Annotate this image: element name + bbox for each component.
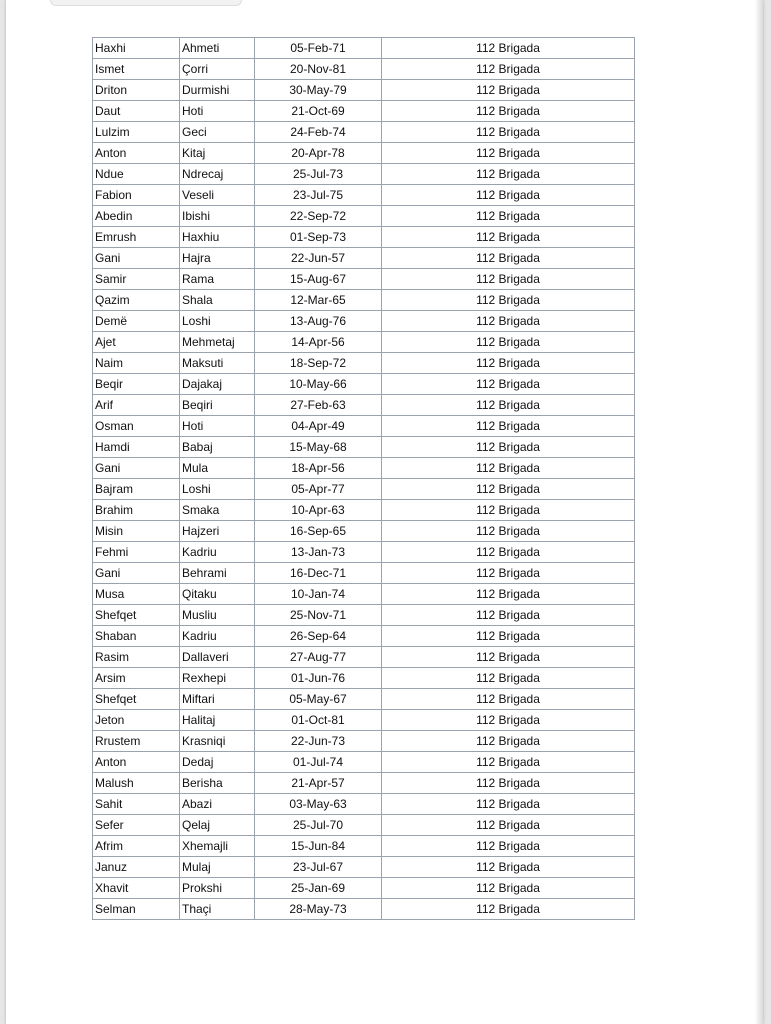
- first-name-cell: Fehmi: [93, 542, 180, 563]
- first-name-cell: Gani: [93, 563, 180, 584]
- birth-date-cell: 15-Jun-84: [255, 836, 382, 857]
- table-row: [93, 164, 635, 185]
- first-name-cell: Selman: [93, 899, 180, 920]
- unit-cell: 112 Brigada: [382, 521, 635, 542]
- first-name-cell: Sahit: [93, 794, 180, 815]
- birth-date-cell: 22-Jun-57: [255, 248, 382, 269]
- table-row: [93, 626, 635, 647]
- table-row: [93, 500, 635, 521]
- table-row: [93, 248, 635, 269]
- unit-cell: 112 Brigada: [382, 290, 635, 311]
- last-name-cell: Rama: [180, 269, 255, 290]
- table-row: [93, 80, 635, 101]
- unit-cell: 112 Brigada: [382, 143, 635, 164]
- unit-cell: 112 Brigada: [382, 227, 635, 248]
- birth-date-cell: 24-Feb-74: [255, 122, 382, 143]
- last-name-cell: Maksuti: [180, 353, 255, 374]
- unit-cell: 112 Brigada: [382, 248, 635, 269]
- birth-date-cell: 21-Oct-69: [255, 101, 382, 122]
- last-name-cell: Mula: [180, 458, 255, 479]
- birth-date-cell: 27-Feb-63: [255, 395, 382, 416]
- table-row: [93, 584, 635, 605]
- unit-cell: 112 Brigada: [382, 332, 635, 353]
- last-name-cell: Kadriu: [180, 542, 255, 563]
- unit-cell: 112 Brigada: [382, 857, 635, 878]
- table-row: [93, 689, 635, 710]
- unit-cell: 112 Brigada: [382, 668, 635, 689]
- birth-date-cell: 23-Jul-67: [255, 857, 382, 878]
- birth-date-cell: 01-Oct-81: [255, 710, 382, 731]
- last-name-cell: Krasniqi: [180, 731, 255, 752]
- table-row: [93, 563, 635, 584]
- last-name-cell: Thaçi: [180, 899, 255, 920]
- first-name-cell: Shaban: [93, 626, 180, 647]
- unit-cell: 112 Brigada: [382, 38, 635, 59]
- first-name-cell: Misin: [93, 521, 180, 542]
- first-name-cell: Arsim: [93, 668, 180, 689]
- last-name-cell: Veseli: [180, 185, 255, 206]
- table-row: [93, 794, 635, 815]
- unit-cell: 112 Brigada: [382, 164, 635, 185]
- last-name-cell: Prokshi: [180, 878, 255, 899]
- last-name-cell: Loshi: [180, 479, 255, 500]
- table-row: [93, 101, 635, 122]
- birth-date-cell: 12-Mar-65: [255, 290, 382, 311]
- first-name-cell: Lulzim: [93, 122, 180, 143]
- table-row: [93, 731, 635, 752]
- last-name-cell: Dallaveri: [180, 647, 255, 668]
- table-row: [93, 647, 635, 668]
- unit-cell: 112 Brigada: [382, 416, 635, 437]
- first-name-cell: Ismet: [93, 59, 180, 80]
- unit-cell: 112 Brigada: [382, 710, 635, 731]
- unit-cell: 112 Brigada: [382, 626, 635, 647]
- page-edge-shadow: [755, 0, 763, 1024]
- birth-date-cell: 13-Aug-76: [255, 311, 382, 332]
- birth-date-cell: 21-Apr-57: [255, 773, 382, 794]
- birth-date-cell: 05-Feb-71: [255, 38, 382, 59]
- last-name-cell: Mulaj: [180, 857, 255, 878]
- table-row: [93, 374, 635, 395]
- unit-cell: 112 Brigada: [382, 752, 635, 773]
- first-name-cell: Anton: [93, 752, 180, 773]
- birth-date-cell: 30-May-79: [255, 80, 382, 101]
- first-name-cell: Afrim: [93, 836, 180, 857]
- last-name-cell: Dedaj: [180, 752, 255, 773]
- first-name-cell: Bajram: [93, 479, 180, 500]
- unit-cell: 112 Brigada: [382, 773, 635, 794]
- unit-cell: 112 Brigada: [382, 605, 635, 626]
- unit-cell: 112 Brigada: [382, 80, 635, 101]
- last-name-cell: Ibishi: [180, 206, 255, 227]
- table-row: [93, 332, 635, 353]
- first-name-cell: Abedin: [93, 206, 180, 227]
- unit-cell: 112 Brigada: [382, 101, 635, 122]
- first-name-cell: Anton: [93, 143, 180, 164]
- birth-date-cell: 10-Jan-74: [255, 584, 382, 605]
- table-row: [93, 710, 635, 731]
- first-name-cell: Gani: [93, 458, 180, 479]
- first-name-cell: Arif: [93, 395, 180, 416]
- unit-cell: 112 Brigada: [382, 185, 635, 206]
- first-name-cell: Januz: [93, 857, 180, 878]
- last-name-cell: Hoti: [180, 101, 255, 122]
- first-name-cell: Samir: [93, 269, 180, 290]
- last-name-cell: Shala: [180, 290, 255, 311]
- last-name-cell: Hajzeri: [180, 521, 255, 542]
- last-name-cell: Hajra: [180, 248, 255, 269]
- first-name-cell: Ndue: [93, 164, 180, 185]
- last-name-cell: Beqiri: [180, 395, 255, 416]
- birth-date-cell: 16-Dec-71: [255, 563, 382, 584]
- unit-cell: 112 Brigada: [382, 689, 635, 710]
- birth-date-cell: 18-Apr-56: [255, 458, 382, 479]
- birth-date-cell: 25-Nov-71: [255, 605, 382, 626]
- table-row: [93, 857, 635, 878]
- table-row: [93, 59, 635, 80]
- table-row: [93, 395, 635, 416]
- birth-date-cell: 15-Aug-67: [255, 269, 382, 290]
- birth-date-cell: 05-Apr-77: [255, 479, 382, 500]
- first-name-cell: Ajet: [93, 332, 180, 353]
- birth-date-cell: 13-Jan-73: [255, 542, 382, 563]
- birth-date-cell: 25-Jan-69: [255, 878, 382, 899]
- last-name-cell: Loshi: [180, 311, 255, 332]
- first-name-cell: Beqir: [93, 374, 180, 395]
- first-name-cell: Osman: [93, 416, 180, 437]
- birth-date-cell: 23-Jul-75: [255, 185, 382, 206]
- table-row: [93, 878, 635, 899]
- birth-date-cell: 16-Sep-65: [255, 521, 382, 542]
- birth-date-cell: 10-Apr-63: [255, 500, 382, 521]
- unit-cell: 112 Brigada: [382, 542, 635, 563]
- last-name-cell: Behrami: [180, 563, 255, 584]
- last-name-cell: Musliu: [180, 605, 255, 626]
- birth-date-cell: 25-Jul-70: [255, 815, 382, 836]
- last-name-cell: Babaj: [180, 437, 255, 458]
- unit-cell: 112 Brigada: [382, 395, 635, 416]
- table-row: [93, 227, 635, 248]
- birth-date-cell: 26-Sep-64: [255, 626, 382, 647]
- last-name-cell: Hoti: [180, 416, 255, 437]
- first-name-cell: Xhavit: [93, 878, 180, 899]
- unit-cell: 112 Brigada: [382, 794, 635, 815]
- table-row: [93, 605, 635, 626]
- first-name-cell: Qazim: [93, 290, 180, 311]
- unit-cell: 112 Brigada: [382, 269, 635, 290]
- first-name-cell: Musa: [93, 584, 180, 605]
- first-name-cell: Brahim: [93, 500, 180, 521]
- unit-cell: 112 Brigada: [382, 836, 635, 857]
- table-row: [93, 185, 635, 206]
- birth-date-cell: 01-Jun-76: [255, 668, 382, 689]
- table-row: [93, 311, 635, 332]
- birth-date-cell: 01-Sep-73: [255, 227, 382, 248]
- birth-date-cell: 25-Jul-73: [255, 164, 382, 185]
- unit-cell: 112 Brigada: [382, 458, 635, 479]
- table-row: [93, 899, 635, 920]
- first-name-cell: Demë: [93, 311, 180, 332]
- birth-date-cell: 28-May-73: [255, 899, 382, 920]
- last-name-cell: Kadriu: [180, 626, 255, 647]
- unit-cell: 112 Brigada: [382, 584, 635, 605]
- unit-cell: 112 Brigada: [382, 122, 635, 143]
- table-row: [93, 38, 635, 59]
- last-name-cell: Berisha: [180, 773, 255, 794]
- table-row: [93, 143, 635, 164]
- birth-date-cell: 22-Sep-72: [255, 206, 382, 227]
- first-name-cell: Haxhi: [93, 38, 180, 59]
- last-name-cell: Abazi: [180, 794, 255, 815]
- last-name-cell: Qitaku: [180, 584, 255, 605]
- first-name-cell: Sefer: [93, 815, 180, 836]
- table-row: [93, 479, 635, 500]
- birth-date-cell: 20-Apr-78: [255, 143, 382, 164]
- last-name-cell: Rexhepi: [180, 668, 255, 689]
- unit-cell: 112 Brigada: [382, 59, 635, 80]
- unit-cell: 112 Brigada: [382, 731, 635, 752]
- birth-date-cell: 18-Sep-72: [255, 353, 382, 374]
- table-row: [93, 353, 635, 374]
- first-name-cell: Rrustem: [93, 731, 180, 752]
- last-name-cell: Smaka: [180, 500, 255, 521]
- last-name-cell: Mehmetaj: [180, 332, 255, 353]
- birth-date-cell: 14-Apr-56: [255, 332, 382, 353]
- unit-cell: 112 Brigada: [382, 500, 635, 521]
- last-name-cell: Geci: [180, 122, 255, 143]
- unit-cell: 112 Brigada: [382, 311, 635, 332]
- unit-cell: 112 Brigada: [382, 479, 635, 500]
- unit-cell: 112 Brigada: [382, 815, 635, 836]
- table-row: [93, 269, 635, 290]
- unit-cell: 112 Brigada: [382, 206, 635, 227]
- unit-cell: 112 Brigada: [382, 563, 635, 584]
- first-name-cell: Jeton: [93, 710, 180, 731]
- unit-cell: 112 Brigada: [382, 899, 635, 920]
- last-name-cell: Durmishi: [180, 80, 255, 101]
- birth-date-cell: 22-Jun-73: [255, 731, 382, 752]
- table-row: [93, 836, 635, 857]
- birth-date-cell: 10-May-66: [255, 374, 382, 395]
- last-name-cell: Kitaj: [180, 143, 255, 164]
- table-row: [93, 752, 635, 773]
- last-name-cell: Ahmeti: [180, 38, 255, 59]
- unit-cell: 112 Brigada: [382, 374, 635, 395]
- birth-date-cell: 15-May-68: [255, 437, 382, 458]
- last-name-cell: Dajakaj: [180, 374, 255, 395]
- first-name-cell: Shefqet: [93, 689, 180, 710]
- table-row: [93, 815, 635, 836]
- first-name-cell: Fabion: [93, 185, 180, 206]
- first-name-cell: Daut: [93, 101, 180, 122]
- birth-date-cell: 27-Aug-77: [255, 647, 382, 668]
- roster-table: [92, 37, 635, 920]
- document-page: [6, 0, 763, 1024]
- first-name-cell: Rasim: [93, 647, 180, 668]
- first-name-cell: Emrush: [93, 227, 180, 248]
- birth-date-cell: 01-Jul-74: [255, 752, 382, 773]
- table-row: [93, 458, 635, 479]
- last-name-cell: Haxhiu: [180, 227, 255, 248]
- table-row: [93, 206, 635, 227]
- unit-cell: 112 Brigada: [382, 353, 635, 374]
- first-name-cell: Naim: [93, 353, 180, 374]
- unit-cell: 112 Brigada: [382, 647, 635, 668]
- first-name-cell: Shefqet: [93, 605, 180, 626]
- table-row: [93, 542, 635, 563]
- table-row: [93, 773, 635, 794]
- unit-cell: 112 Brigada: [382, 437, 635, 458]
- table-row: [93, 122, 635, 143]
- birth-date-cell: 20-Nov-81: [255, 59, 382, 80]
- last-name-cell: Halitaj: [180, 710, 255, 731]
- first-name-cell: Driton: [93, 80, 180, 101]
- roster-table-body: [93, 38, 635, 920]
- birth-date-cell: 05-May-67: [255, 689, 382, 710]
- first-name-cell: Gani: [93, 248, 180, 269]
- table-row: [93, 290, 635, 311]
- first-name-cell: Hamdi: [93, 437, 180, 458]
- first-name-cell: Malush: [93, 773, 180, 794]
- table-row: [93, 437, 635, 458]
- last-name-cell: Miftari: [180, 689, 255, 710]
- unit-cell: 112 Brigada: [382, 878, 635, 899]
- last-name-cell: Qelaj: [180, 815, 255, 836]
- table-row: [93, 668, 635, 689]
- last-name-cell: Çorri: [180, 59, 255, 80]
- last-name-cell: Ndrecaj: [180, 164, 255, 185]
- table-row: [93, 521, 635, 542]
- last-name-cell: Xhemajli: [180, 836, 255, 857]
- table-row: [93, 416, 635, 437]
- birth-date-cell: 03-May-63: [255, 794, 382, 815]
- birth-date-cell: 04-Apr-49: [255, 416, 382, 437]
- toolbar-tab: [50, 0, 242, 6]
